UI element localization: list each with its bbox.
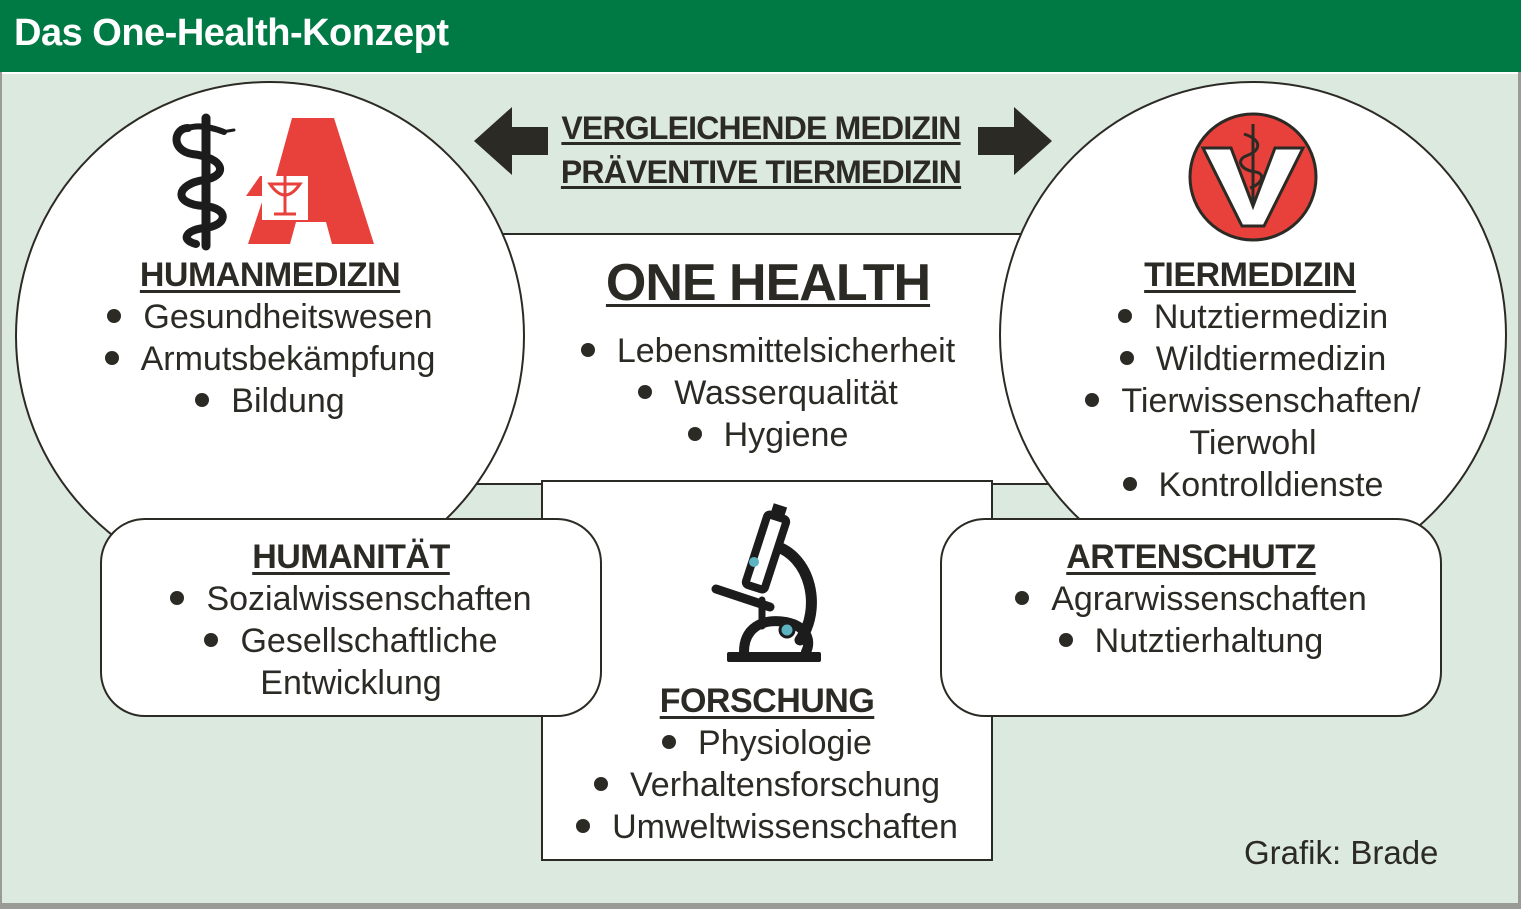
list-item: Gesundheitswesen	[70, 296, 470, 338]
list-item: Tierwissenschaften/	[1053, 380, 1453, 422]
banner-line-2: PRÄVENTIVE TIERMEDIZIN	[560, 154, 962, 190]
list-item: Lebensmittelsicherheit	[560, 330, 976, 372]
humanmedizin-list	[70, 296, 470, 422]
list-item: Agrarwissenschaften	[991, 578, 1391, 620]
list-item: Nutztierhaltung	[991, 620, 1391, 662]
page-title: Das One-Health-Konzept	[14, 12, 449, 54]
humanitaet-list	[151, 578, 551, 704]
list-item: Wasserqualität	[560, 372, 976, 414]
forschung-list	[557, 722, 977, 848]
list-item: Hygiene	[560, 414, 976, 456]
frame-bottom	[0, 903, 1521, 909]
artenschutz-list	[991, 578, 1391, 662]
frame-left	[0, 72, 2, 903]
credit-text: Grafik: Brade	[1244, 834, 1439, 871]
list-item: Wildtiermedizin	[1053, 338, 1453, 380]
humanmedizin-title: HUMANMEDIZIN	[139, 256, 401, 294]
list-item: Bildung	[70, 380, 470, 422]
banner	[556, 106, 966, 194]
banner-line-1: VERGLEICHENDE MEDIZIN	[561, 110, 961, 146]
list-item: Gesellschaftliche	[151, 620, 551, 662]
forschung-title: FORSCHUNG	[659, 682, 875, 720]
list-item: Kontrolldienste	[1053, 464, 1453, 506]
list-item: Physiologie	[557, 722, 977, 764]
tiermedizin-list	[1053, 296, 1453, 506]
list-item: Nutztiermedizin	[1053, 296, 1453, 338]
list-item: Sozialwissenschaften	[151, 578, 551, 620]
tiermedizin-title: TIERMEDIZIN	[1144, 256, 1356, 294]
list-item: Tierwohl	[1189, 424, 1317, 462]
list-item: Verhaltensforschung	[557, 764, 977, 806]
one-health-title: ONE HEALTH	[605, 254, 931, 312]
one-health-list	[560, 330, 976, 456]
humanitaet-title: HUMANITÄT	[252, 538, 450, 576]
vet-v-icon	[1190, 114, 1316, 240]
list-item: Umweltwissenschaften	[557, 806, 977, 848]
list-item: Armutsbekämpfung	[70, 338, 470, 380]
list-item: Entwicklung	[260, 664, 442, 702]
artenschutz-title: ARTENSCHUTZ	[1066, 538, 1316, 576]
arrow-left-icon	[474, 107, 548, 175]
arrow-right-icon	[978, 107, 1052, 175]
